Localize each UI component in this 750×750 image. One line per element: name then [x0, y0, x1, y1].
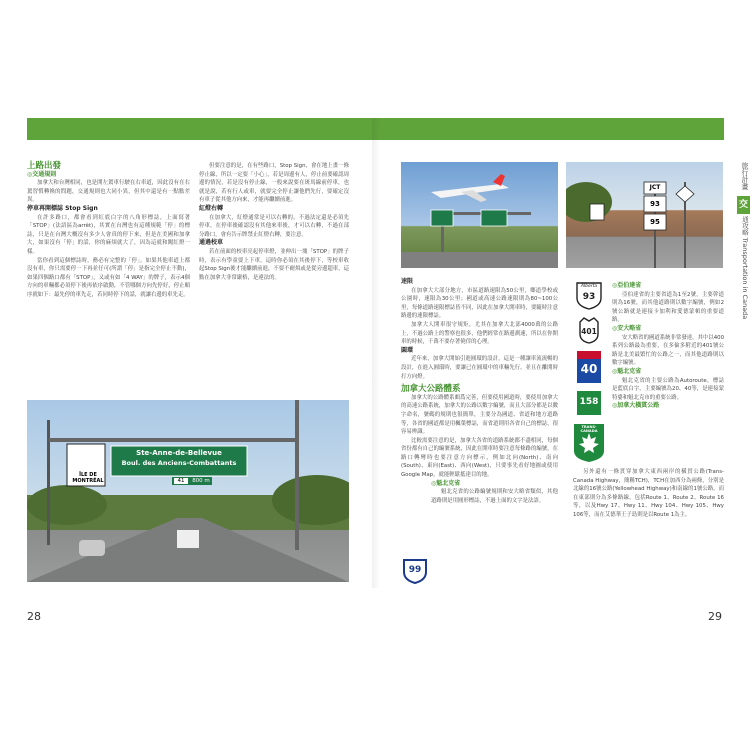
- ontario-shield: [576, 316, 602, 344]
- subsection-quebec: ◎魁北克省: [612, 367, 642, 375]
- paragraph: 魁北克省的公路編號規則和安大略省類似，其他道路則是用圓形標誌，不過上面的文字是法語。: [431, 489, 558, 504]
- airplane-highway-photo: [401, 162, 558, 268]
- sidebar-section-label: 旅行計畫: [741, 162, 749, 190]
- sidebar-tab-mark: 交: [737, 196, 750, 214]
- exit-number: 41: [174, 478, 188, 484]
- alberta-number: 93: [582, 292, 596, 302]
- left-column-2: [199, 162, 349, 282]
- trans-canada-label: TRANS-CANADA: [580, 425, 598, 433]
- jct-route-1: 93: [650, 200, 660, 208]
- subsection-ontario: ◎安大略省: [612, 324, 642, 332]
- block-title-roundabout: 圓環: [401, 346, 414, 354]
- airplane-scene: [401, 162, 558, 268]
- subsection-alberta: ◎亞伯達省: [612, 282, 642, 289]
- ontario-number: 401: [581, 327, 597, 336]
- paragraph: 安大略省的國道系統非常發達，其中以400系列公路最為重要，在多倫多附近的401號公路是北美最繁忙的公路之一，而其他道路則以數字編號。: [612, 334, 724, 367]
- paragraph: 近年來，加拿大開始引進圓環的設計，這是一種讓車流流暢的設計，在進入圓環時，要讓已在圓環中的車輛先行，並且在離開時打方向燈。: [401, 356, 558, 380]
- paragraph: 當你看到這個標誌時，務必有完整的「停」。如果其他車道上都沒有車，你只需要停一下再並仔可(所謂「停」是指完全停止不動)，如果四個路口都有「STOP」，又或有如「4 WAY」的牌子，表示4個方向的車輛都必須停下後再依序啟動，不管哪個方向先停好，停止順序就如下：最先停的車先走，若同時停下的話，就讓右邊的車先走。: [27, 257, 190, 298]
- block-title-stop-sign: 停車再開標誌 Stop Sign: [27, 204, 98, 212]
- junction-scene: [566, 162, 723, 268]
- right-column-2: [612, 282, 724, 411]
- section-title-driving: 上路出發: [27, 161, 62, 171]
- paragraph: 加拿大人開車很守規矩，尤其在加拿大北部4000萬的公路上，不過公路上的警察也很多，他們經常在路邊測速，所以在你開車的時候，千萬不要存著僥倖的心理。: [401, 321, 558, 346]
- paragraph: 另外還有一條貫穿加拿大東西兩岸的橫貫公路(Trans-Canada Highway，簡稱TCH)，TCH在加西分為兩條，分別是北線的16號公路(Yellowhead Highway)和南線的1號公路，而在東部則分為多條路線，包括Route 1、Route 2、Route 16等，以及Hwy 17、Hwy 11、Hwy 104、Hwy 105、Hwy 106等，而在艾德華王子島則是以Route 1為主。: [573, 469, 724, 518]
- paragraph: 但要注意的是，在有些路口，Stop Sign，會在地上畫一條停止線，所以一定要「小心」，若是周邊有人，停止前要確認周邊的情況，若是沒有停止線，一般來說要在斑馬線前停車，也就是說，若有行人或車，就要完全停止讓他們先行，要確定沒有車子從其他方向來，才能再繼續前進。: [199, 163, 349, 204]
- quebec-note: [401, 480, 558, 506]
- jct-route-2: 95: [650, 218, 660, 226]
- paragraph: 在加拿大大部分地方，市區道路速限為50公里，鄉道學校或公園時，速限為30公里；國道或高速公路速限則為80~100公里，每條道路速限標誌皆不同，因此在加拿大開車時，要隨時注意路邊的速限標誌。: [401, 287, 558, 320]
- block-title-red-light: 紅燈右轉: [199, 204, 224, 212]
- subsection-trans-canada: ◎加拿大橫貫公路: [612, 402, 660, 410]
- paragraph: 加拿大和台灣相同，也是開左駕車行駛在右車道，因此沒有在右駕習慣轉換的問題，交通規則也大同小異，但其中還是有一點點差異。: [27, 180, 190, 204]
- subsection-traffic-rules: ◎交通規則: [27, 170, 57, 178]
- spine-shadow: [372, 118, 380, 588]
- quebec-autoroute-shield: [576, 350, 602, 384]
- highway-scene: [27, 400, 349, 582]
- route-99-shield: [402, 558, 428, 584]
- block-title-speed-limit: 速限: [401, 278, 414, 285]
- alberta-label: Alberta: [580, 284, 598, 289]
- paragraph: 亞伯達省的主要省道為1至2號，主要幹道則為16號，而其他道路則以數字編號，例如2號公路就是連接卡加利和愛德蒙頓的重要道路。: [612, 291, 724, 324]
- quebec-route-shield: [576, 390, 602, 416]
- block-title-school-bus: 通過校車: [199, 239, 224, 247]
- page-number-right: 29: [708, 610, 722, 623]
- right-column-1: [401, 278, 558, 505]
- sidebar-chapter-label: 通攻略 Transportation in Canada: [741, 216, 749, 320]
- paragraph: 加拿大的公路體系頗爲完善，但要使用國道時，要使用加拿大的高速公路系統，加拿大的公路以數字編號，而且大部分都是以數字命名，號碼的規則也很簡單，主要分為國道、省道和地方道路等，各省的國道都是用楓葉標誌，而省道則用各省自己的標誌，很容易辨識。: [401, 394, 558, 436]
- quebec-number-2: 158: [579, 397, 599, 407]
- quebec-number-1: 40: [580, 362, 598, 376]
- highway-sign-photo: [27, 400, 349, 582]
- trans-canada-shield: [573, 423, 605, 463]
- shield-99-number: 99: [408, 565, 422, 575]
- exit-distance: 800 m: [192, 478, 210, 484]
- alberta-shield: [576, 282, 602, 310]
- trans-canada-text: [573, 468, 724, 520]
- paragraph: 在許多路口，都會看到紅底白字的八角形標誌，上面寫著「STOP」(法語區為arrêt)，其實在台灣也有這種規範「停」的標誌，只是在台灣大概沒有多少人會真的停下來，但是在美國和加拿大，如果沒有「停」的話，你的麻煩就大了，因為這就和闖紅燈一樣。: [27, 214, 190, 255]
- junction-sign-photo: [566, 162, 723, 268]
- jct-label: JCT: [649, 184, 661, 191]
- paragraph: 若在前面的校車亮起停車燈，並伸出一塊「STOP」的牌子時，表示有學童要上下車，這時你必須在其後停下，等校車收起Stop Sign後才能繼續前進，不要不耐煩或是從旁邊超車，這點在加拿大非常嚴格，是違法的。: [199, 248, 349, 281]
- subsection-quebec-left: ◎魁北克省: [431, 479, 461, 487]
- destination-sign-line1: Ste-Anne-de-Bellevue: [136, 449, 222, 457]
- left-column-1: [27, 162, 190, 300]
- ile-de-montreal-sign: ÎLE DE MONTRÉAL: [72, 472, 104, 484]
- page-number-left: 28: [27, 610, 41, 623]
- paragraph: 在加拿大，紅燈通常是可以右轉的，不過法定還是必須先停車，在停車後確認沒有其他來車後，才可以右轉，不過在部分路口，會有告示牌禁止紅燈右轉，要注意。: [199, 214, 349, 238]
- destination-sign-line2: Boul. des Anciens-Combattants: [121, 459, 237, 467]
- paragraph: 魁北克省的主要公路為Autoroute，標誌是藍底白字，主要編號為20、40等，是連接蒙特婁和魁北克市的重要公路。: [612, 377, 724, 401]
- paragraph: 比較需要注意的是，加拿大各省的道路系統都不盡相同，每個省份都有自己的編號系統，因此在開車時要注意每條路的編號，在路口轉彎時也要注意方向標示，例如北向(North)、南向(South)、東向(East)、西向(West)，只要事先看好地圖或使用Google Map，就能輕鬆抵達目的地。: [401, 437, 558, 479]
- section-title-highway-system: 加拿大公路體系: [401, 384, 461, 395]
